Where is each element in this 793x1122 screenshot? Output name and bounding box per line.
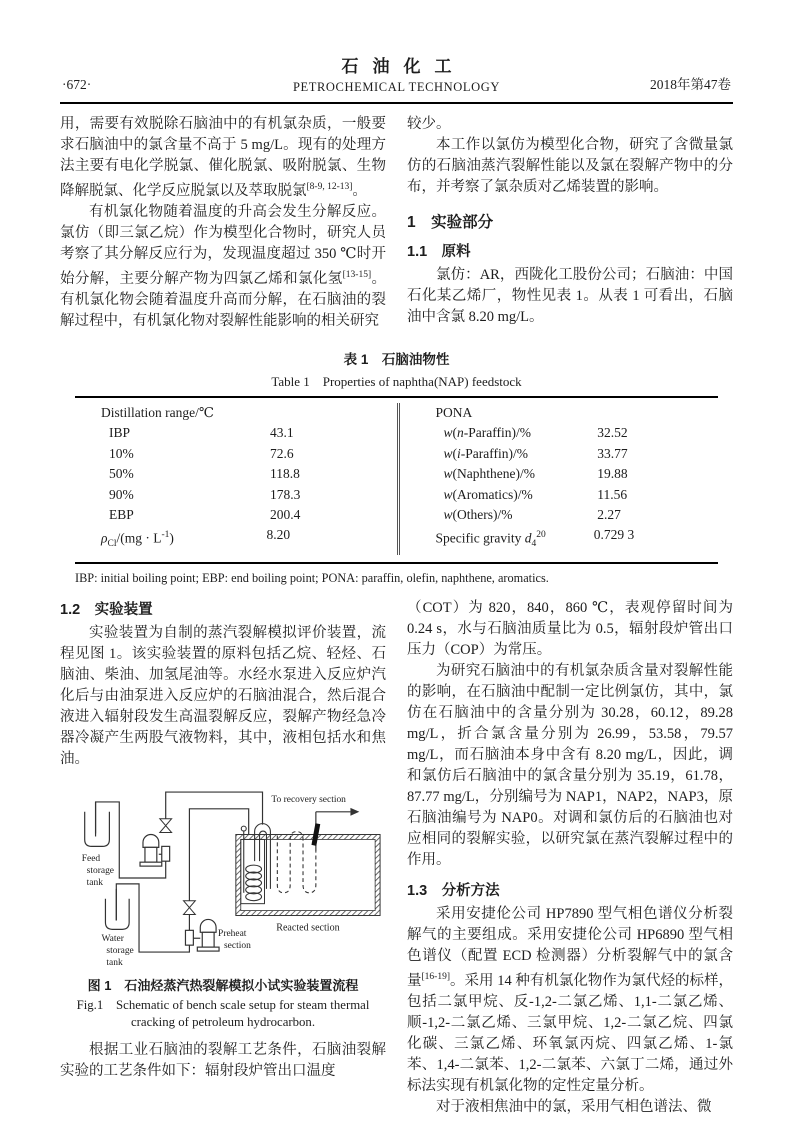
table-cell-value bbox=[266, 403, 396, 423]
top-columns bbox=[0, 114, 793, 337]
paragraph: 对于液相焦油中的氯，采用气相色谱法、微 bbox=[436, 1098, 712, 1115]
figure-label-water-tank: Water bbox=[101, 934, 124, 945]
table-cell-value: 8.20 bbox=[266, 527, 291, 543]
journal-title-en: PETROCHEMICAL TECHNOLOGY bbox=[292, 80, 501, 94]
table-row bbox=[75, 423, 397, 443]
figure-caption-en: Fig.1 Schematic of bench scale setup for steam thermal cracking of petroleum hydrocarbon. bbox=[76, 998, 370, 1029]
paragraph: 有机氯化物随着温度的升高会发生分解反应。氯仿（即三氯乙烷）作为模型化合物时，研究人员考察了其分解反应行为，发现温度超过 350 ℃时开始分解，主要分解产物为四氯乙烯和氯化氢[13-15]。有机氯化物会随着温度升高而分解，在石脑油的裂解过程中，有机氯化物对裂解性能影响的相关研究 bbox=[60, 203, 386, 329]
left-column-top bbox=[60, 114, 386, 337]
section-heading-1: 1 实验部分 bbox=[407, 214, 494, 231]
figure-label-feed-tank: tank bbox=[86, 877, 103, 888]
figure-label-water-tank: tank bbox=[106, 957, 123, 968]
table-cell-value: 72.6 bbox=[270, 445, 294, 461]
table-cell-label: IBP bbox=[109, 425, 131, 441]
table-row bbox=[75, 485, 397, 505]
subsection-heading-1-2: 1.2 实验装置 bbox=[60, 602, 153, 619]
table-cell-label: PONA bbox=[435, 405, 473, 420]
table-cell-value: 32.52 bbox=[597, 425, 628, 441]
table-row bbox=[400, 505, 719, 525]
table-cell-value: 19.88 bbox=[597, 466, 628, 482]
table-cell-label: 90% bbox=[109, 486, 134, 502]
page-number: ·672· bbox=[62, 77, 92, 92]
figure-caption-cn: 图 1 石油烃蒸汽热裂解模拟小试实验装置流程 bbox=[87, 978, 359, 994]
paragraph: 用，需要有效脱除石脑油中的有机氯杂质，一般要求石脑油中的氯含量不高于 5 mg/L。现有的处理方法主要有电化学脱氯、催化脱氯、吸附脱氯、生物降解脱氯、化学反应脱氯以及萃取脱氯[8-9, 12-13]。 bbox=[60, 116, 386, 199]
table-row bbox=[400, 464, 719, 484]
table-row bbox=[75, 525, 397, 555]
table-row bbox=[75, 505, 397, 525]
table-cell-value: 118.8 bbox=[270, 466, 300, 482]
table-cell-label: w(Others)/% bbox=[443, 507, 513, 523]
table-cell-label: EBP bbox=[109, 507, 134, 523]
figure-label-preheat: Preheat bbox=[218, 929, 247, 940]
right-column-top bbox=[407, 114, 733, 337]
subsection-heading-1-3: 1.3 分析方法 bbox=[407, 883, 500, 900]
journal-title-cn: 石油化工 bbox=[341, 57, 466, 76]
figure-1 bbox=[60, 782, 386, 1030]
figure-diagram bbox=[60, 782, 386, 970]
volume-info: 2018年第47卷 bbox=[650, 77, 731, 92]
paragraph: 较少。 bbox=[407, 116, 451, 132]
journal-title-block bbox=[192, 52, 601, 95]
oil-pump-icon bbox=[140, 835, 170, 867]
header-rule bbox=[60, 102, 733, 104]
table-row bbox=[400, 525, 719, 555]
table-cell-label: 50% bbox=[109, 466, 134, 482]
valve-icon bbox=[183, 901, 195, 915]
table-cell-label: Specific gravity $d_4^{20}$ bbox=[435, 530, 546, 550]
table-cell-value: 200.4 bbox=[270, 507, 301, 523]
table-cell-value: 11.56 bbox=[597, 486, 628, 502]
table-title-cn: 表 1 石脑油物性 bbox=[343, 352, 450, 367]
right-column-bottom bbox=[407, 598, 733, 1118]
figure-label-recovery: To recovery section bbox=[271, 794, 346, 805]
table-row bbox=[75, 403, 397, 423]
table-1 bbox=[75, 396, 718, 564]
table-cell-label: w(Aromatics)/% bbox=[443, 486, 533, 502]
table-title-en: Table 1 Properties of naphtha(NAP) feedstock bbox=[271, 374, 522, 389]
table-cell-label: Distillation range/℃ bbox=[101, 405, 214, 420]
figure-label-feed-tank: Feed bbox=[81, 854, 101, 865]
valve-icon bbox=[160, 819, 172, 833]
figure-label-water-tank: storage bbox=[106, 946, 134, 957]
figure-label-reacted: Reacted section bbox=[276, 922, 340, 934]
table-row bbox=[400, 485, 719, 505]
left-column-bottom bbox=[60, 598, 386, 1118]
figure-label-feed-tank: storage bbox=[86, 866, 115, 877]
bottom-columns bbox=[0, 598, 793, 1118]
paragraph: 根据工业石脑油的裂解工艺条件，石脑油裂解实验的工艺条件如下：辐射段炉管出口温度 bbox=[60, 1042, 386, 1080]
table-cell-value: 43.1 bbox=[270, 425, 294, 441]
table-cell-label: w(Naphthene)/% bbox=[443, 466, 535, 482]
table-right-half bbox=[397, 403, 719, 555]
paragraph: 为研究石脑油中的有机氯杂质含量对裂解性能的影响，在石脑油中配制一定比例氯仿，其中，氯仿在石脑油中的含量分别为 30.28，60.12，89.28 mg/L，折合氯含量分别为 26.99，53.58，79.57 mg/L，而石脑油本身中含有 8.20 mg/L，因此，调和氯仿后石脑油中的氯含量分别为 35.19，61.78，87.77 mg/L，分别编号为 NAP1，NAP2，NAP3，原石脑油编号为 NAP0。对调和氯仿后的石脑油也对应相同的裂解实验，以研究氯在蒸汽裂解过程中的作用。 bbox=[407, 663, 733, 869]
table-row bbox=[400, 444, 719, 464]
furnace-icon bbox=[236, 812, 380, 916]
paragraph: 实验装置为自制的蒸汽裂解模拟评价装置，流程见图 1。该实验装置的原料包括乙烷、轻烃、石脑油、柴油、加氢尾油等。水经水泵进入反应炉汽化后与由油泵进入反应炉的石脑油混合，然后混合液进入辐射段发生高温裂解反应，裂解产物经急冷器冷凝产生两股气液物料，其中，液相包括水和焦油。 bbox=[60, 625, 386, 768]
subsection-heading-1-1: 1.1 原料 bbox=[407, 244, 471, 260]
table-left-half bbox=[75, 403, 397, 555]
table-cell-value: 33.77 bbox=[597, 445, 628, 461]
water-storage-tank-icon bbox=[105, 889, 129, 930]
feed-storage-tank-icon bbox=[85, 802, 110, 846]
table-row bbox=[75, 444, 397, 464]
table-row bbox=[400, 403, 719, 423]
table-cell-value: 0.729 3 bbox=[593, 527, 635, 543]
table-1-section bbox=[0, 348, 793, 586]
paragraph: 采用安捷伦公司 HP7890 型气相色谱仪分析裂解气的主要组成。采用安捷伦公司 HP6890 型气相色谱仪（配置 ECD 检测器）分析裂解气中的氯含量[16-19]。采用 14 种有机氯化物作为氯代烃的标样，包括二氯甲烷、反-1,2-二氯乙烯、1,1-二氯乙烯、顺-1,2-二氯乙烯、三氯甲烷、1,2-二氯乙烷、四氯化碳、三氯乙烯、环氧氯丙烷、四氯乙烯、1-氯苯、1,4-二氯苯、1,2-二氯苯、六氯丁二烯，通过外标法实现有机氯化物的定性定量分析。 bbox=[407, 906, 734, 1094]
paragraph: （COT）为 820，840，860 ℃，表观停留时间为 0.24 s，水与石脑油质量比为 0.5，辐射段炉管出口压力（COP）为常压。 bbox=[407, 600, 733, 659]
table-cell-label: w(n-Paraffin)/% bbox=[443, 425, 531, 441]
table-row bbox=[75, 464, 397, 484]
table-cell-label: 10% bbox=[109, 445, 134, 461]
recovery-arrow-icon bbox=[316, 808, 359, 816]
paragraph: 本工作以氯仿为模型化合物，研究了含微量氯仿的石脑油蒸汽裂解性能以及氯在裂解产物中的分布，并考察了氯杂质对乙烯装置的影响。 bbox=[407, 137, 733, 195]
figure-label-preheat: section bbox=[223, 941, 251, 952]
table-cell-label: $\rho_{Cl}/(mg \cdot L^{-1})$ bbox=[101, 530, 174, 550]
page-header bbox=[0, 0, 793, 95]
table-cell-value: 178.3 bbox=[270, 486, 301, 502]
table-footnote: IBP: initial boiling point; EBP: end boiling point; PONA: paraffin, olefin, naphthene, aromatics. bbox=[75, 571, 549, 586]
table-cell-value bbox=[594, 403, 718, 423]
table-row bbox=[400, 423, 719, 443]
table-cell-value: 2.27 bbox=[597, 507, 621, 523]
water-pump-icon bbox=[185, 919, 219, 951]
table-cell-label: w(i-Paraffin)/% bbox=[443, 445, 529, 461]
paragraph: 氯仿：AR，西陇化工股份公司；石脑油：中国石化某乙烯厂，物性见表 1。从表 1 可看出，石脑油中含氯 8.20 mg/L。 bbox=[407, 267, 733, 325]
